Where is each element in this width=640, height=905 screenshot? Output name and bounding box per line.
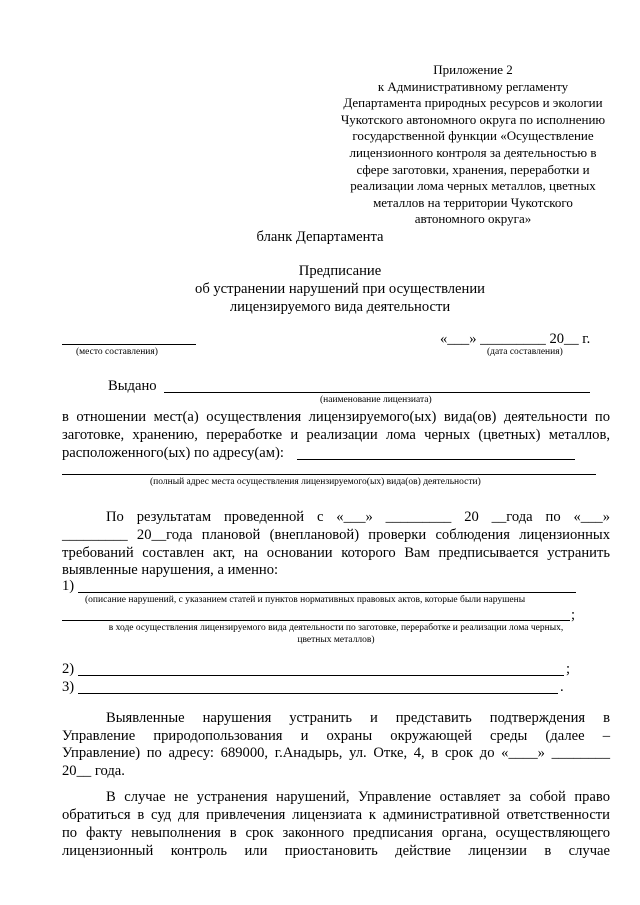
results-line1: По результатам проведенной с «___» _________ 20 __года по «___» <box>106 509 610 525</box>
eliminate-line1: Выявленные нарушения устранить и представить подтверждения в <box>106 710 610 726</box>
appendix-line: Приложение 2 <box>433 62 513 77</box>
warning-line2: обратиться в суд для привлечения лицензиата к административной ответственности <box>62 807 610 823</box>
warning-line4: лицензионный контроль или приостановить действие лицензии в случае <box>62 843 610 859</box>
appendix-line: Чукотского автономного округа по исполнению <box>340 111 606 127</box>
warning-line1: В случае не устранения нарушений, Управление оставляет за собой право <box>106 789 610 805</box>
violation-3-label: 3) <box>62 679 75 695</box>
blank-label: бланк Департамента <box>256 229 384 245</box>
licensee-line <box>164 392 590 393</box>
warning-line3: по факту невыполнения в срок законного предписания органа, осуществляющего <box>62 825 610 841</box>
appendix-header <box>330 62 616 228</box>
eliminate-line3: Управление) по адресу: 689000, г.Анадырь, ул. Отке, 4, в срок до «____» ________ <box>62 745 610 761</box>
appendix-line: государственной функции «Осуществление <box>352 128 594 144</box>
results-line4: выявленные нарушения, а именно: <box>62 562 279 578</box>
regarding-line1: в отношении мест(а) осуществления лицензируемого(ых) вида(ов) деятельности по <box>62 409 610 425</box>
eliminate-line2: Управление природопользования и охраны окружающей среды (далее – <box>62 728 610 744</box>
results-line3: требований составлен акт, на основании которого Вам предписывается устранить <box>62 545 610 561</box>
appendix-line: сфере заготовки, хранения, переработки и <box>356 161 590 177</box>
violation-caption1: (описание нарушений, с указанием статей и пунктов нормативных правовых актов, которые были нарушены <box>85 595 526 605</box>
violation-2-end: ; <box>566 661 571 677</box>
document-subtitle-line2: лицензируемого вида деятельности <box>229 299 451 315</box>
address-line-full <box>62 474 596 475</box>
appendix-line: лицензионного контроля за деятельностью в <box>349 144 597 160</box>
document-subtitle-line1: об устранении нарушений при осуществлении <box>195 281 485 297</box>
appendix-line: Департамента природных ресурсов и экологии <box>343 95 603 111</box>
appendix-line: автономного округа» <box>414 211 532 227</box>
document-title: Предписание <box>298 263 382 279</box>
appendix-line: к Административному регламенту <box>377 78 569 94</box>
violation-1-line2 <box>62 620 570 621</box>
regarding-line2: заготовке, хранению, переработке и реализации лома черных (цветных) металлов, <box>62 427 610 443</box>
violation-caption2b: цветных металлов) <box>297 635 375 645</box>
violation-caption2a: в ходе осуществления лицензируемого вида деятельности по заготовке, переработке и реализации лома черных, <box>108 623 564 633</box>
violation-3-end: . <box>560 679 564 695</box>
address-caption: (полный адрес места осуществления лицензируемого(ых) вида(ов) деятельности) <box>150 477 481 487</box>
place-caption: (место составления) <box>76 347 158 357</box>
licensee-caption: (наименование лицензиата) <box>320 395 432 405</box>
date-template: «___» _________ 20__ г. <box>440 331 591 347</box>
place-line <box>62 344 196 345</box>
regarding-line3: расположенного(ых) по адресу(ам): <box>62 445 284 461</box>
violation-2-label: 2) <box>62 661 75 677</box>
eliminate-line4: 20__ года. <box>62 763 125 779</box>
issued-label: Выдано <box>108 378 157 394</box>
appendix-line: металлов на территории Чукотского <box>373 194 573 210</box>
date-caption: (дата составления) <box>487 347 563 357</box>
violation-1-semicolon: ; <box>571 607 576 623</box>
address-line-short <box>297 459 575 460</box>
violation-1-line <box>78 592 576 593</box>
violation-1-label: 1) <box>62 578 75 594</box>
violation-3-line <box>78 693 558 694</box>
violation-2-line <box>78 675 564 676</box>
appendix-line: реализации лома черных металлов, цветных <box>350 178 596 194</box>
results-line2: _________ 20__года плановой (внеплановой) проверки соблюдения лицензионных <box>62 527 610 543</box>
